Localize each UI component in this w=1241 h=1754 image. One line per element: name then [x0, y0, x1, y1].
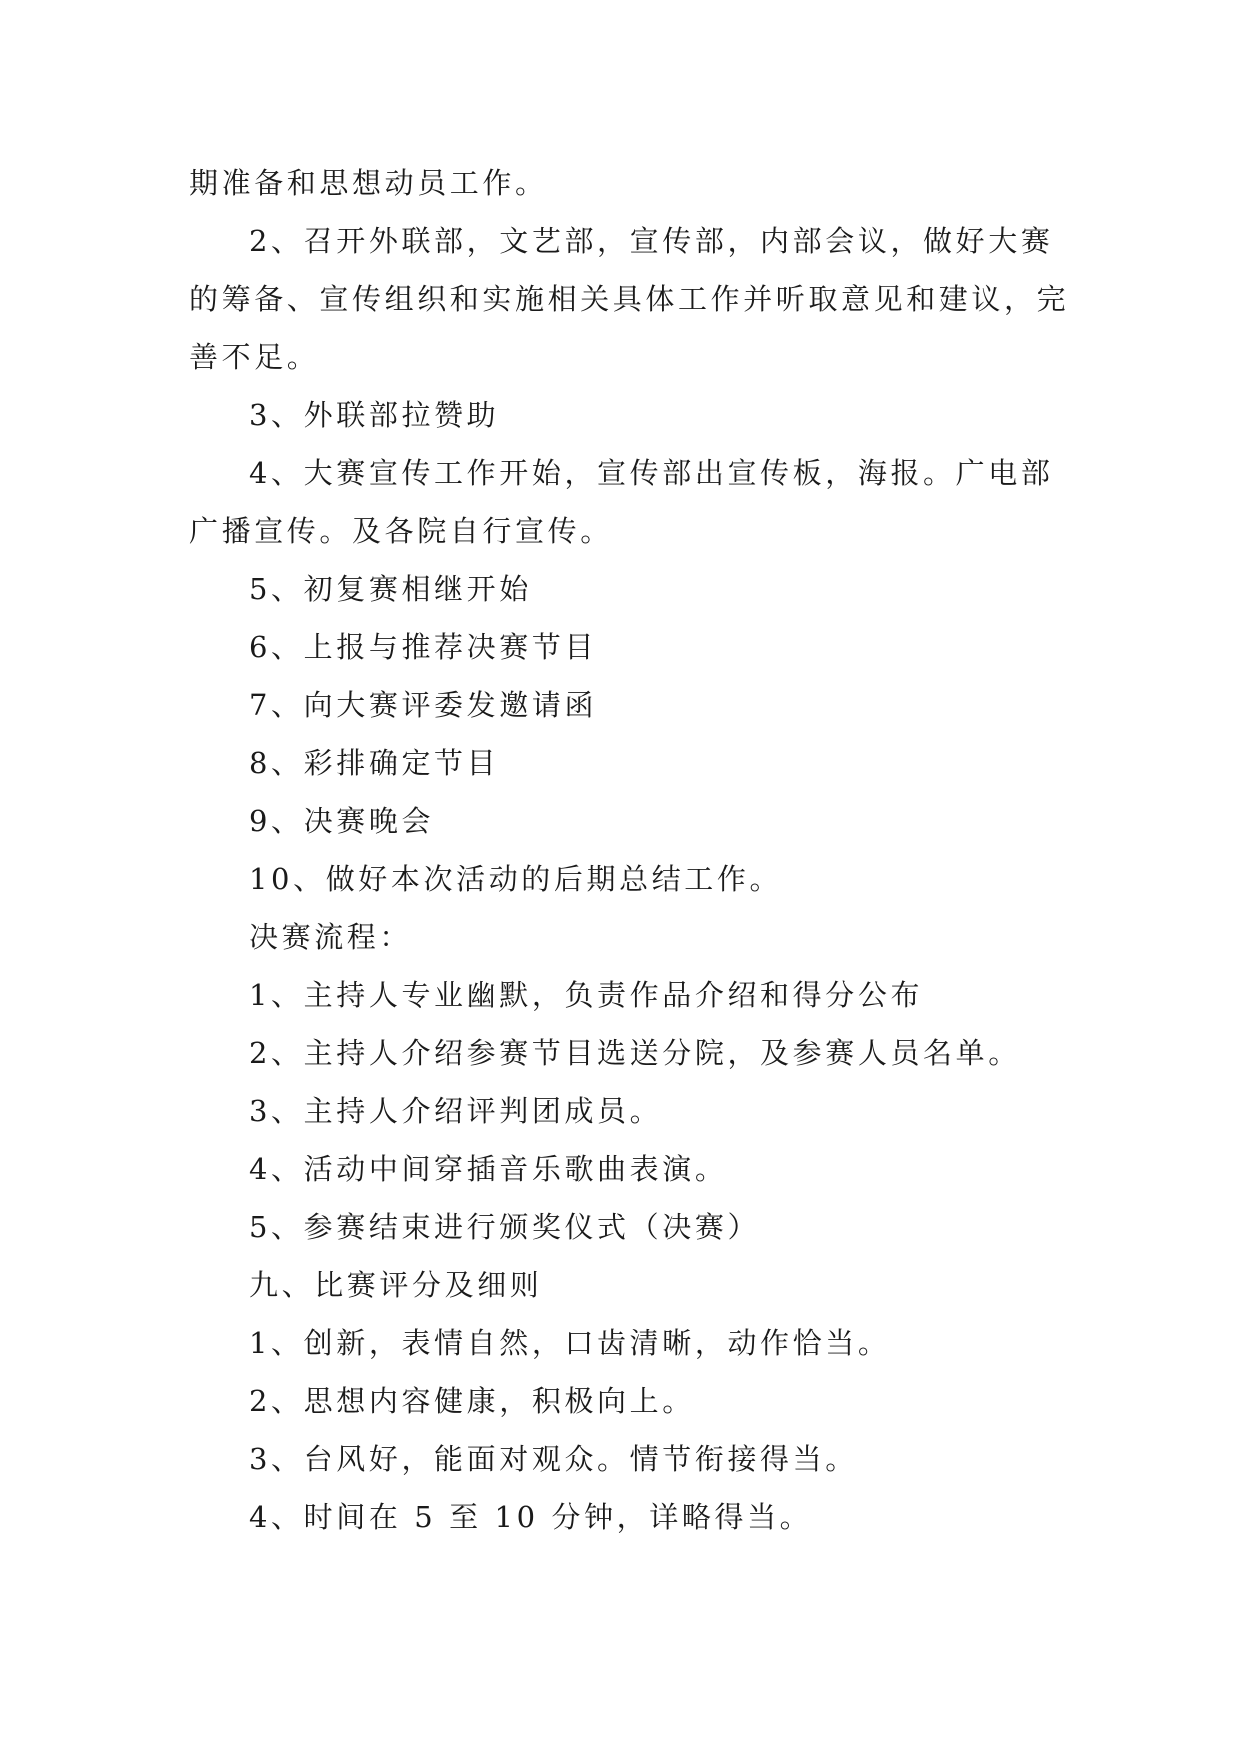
- paragraph: 3、主持人介绍评判团成员。: [249, 1094, 663, 1128]
- section-heading: 九、比赛评分及细则: [249, 1268, 543, 1302]
- paragraph: 4、大赛宣传工作开始，宣传部出宣传板，海报。广电部广播宣传。及各院自行宣传。: [189, 456, 1054, 548]
- paragraph: 1、创新，表情自然，口齿清晰，动作恰当。: [249, 1326, 891, 1360]
- paragraph: 8、彩排确定节目: [249, 746, 500, 780]
- paragraph: 2、召开外联部，文艺部，宣传部，内部会议，做好大赛的筹备、宣传组织和实施相关具体工作并听取意见和建议，完善不足。: [189, 224, 1070, 374]
- paragraph: 7、向大赛评委发邀请函: [249, 688, 598, 722]
- paragraph: 期准备和思想动员工作。: [189, 166, 548, 200]
- paragraph: 1、主持人专业幽默，负责作品介绍和得分公布: [249, 978, 924, 1012]
- paragraph: 2、思想内容健康，积极向上。: [249, 1384, 695, 1418]
- paragraph: 5、参赛结束进行颁奖仪式（决赛）: [249, 1210, 761, 1244]
- paragraph: 4、时间在 5 至 10 分钟，详略得当。: [249, 1500, 813, 1534]
- paragraph: 4、活动中间穿插音乐歌曲表演。: [249, 1152, 728, 1186]
- paragraph: 2、主持人介绍参赛节目选送分院，及参赛人员名单。: [249, 1036, 1021, 1070]
- document-body: [189, 154, 1079, 1546]
- paragraph: 9、决赛晚会: [249, 804, 435, 838]
- paragraph: 3、外联部拉赞助: [249, 398, 500, 432]
- paragraph: 6、上报与推荐决赛节目: [249, 630, 598, 664]
- paragraph: 10、做好本次活动的后期总结工作。: [249, 862, 783, 896]
- paragraph: 5、初复赛相继开始: [249, 572, 532, 606]
- paragraph: 3、台风好，能面对观众。情节衔接得当。: [249, 1442, 858, 1476]
- section-heading: 决赛流程：: [249, 920, 413, 954]
